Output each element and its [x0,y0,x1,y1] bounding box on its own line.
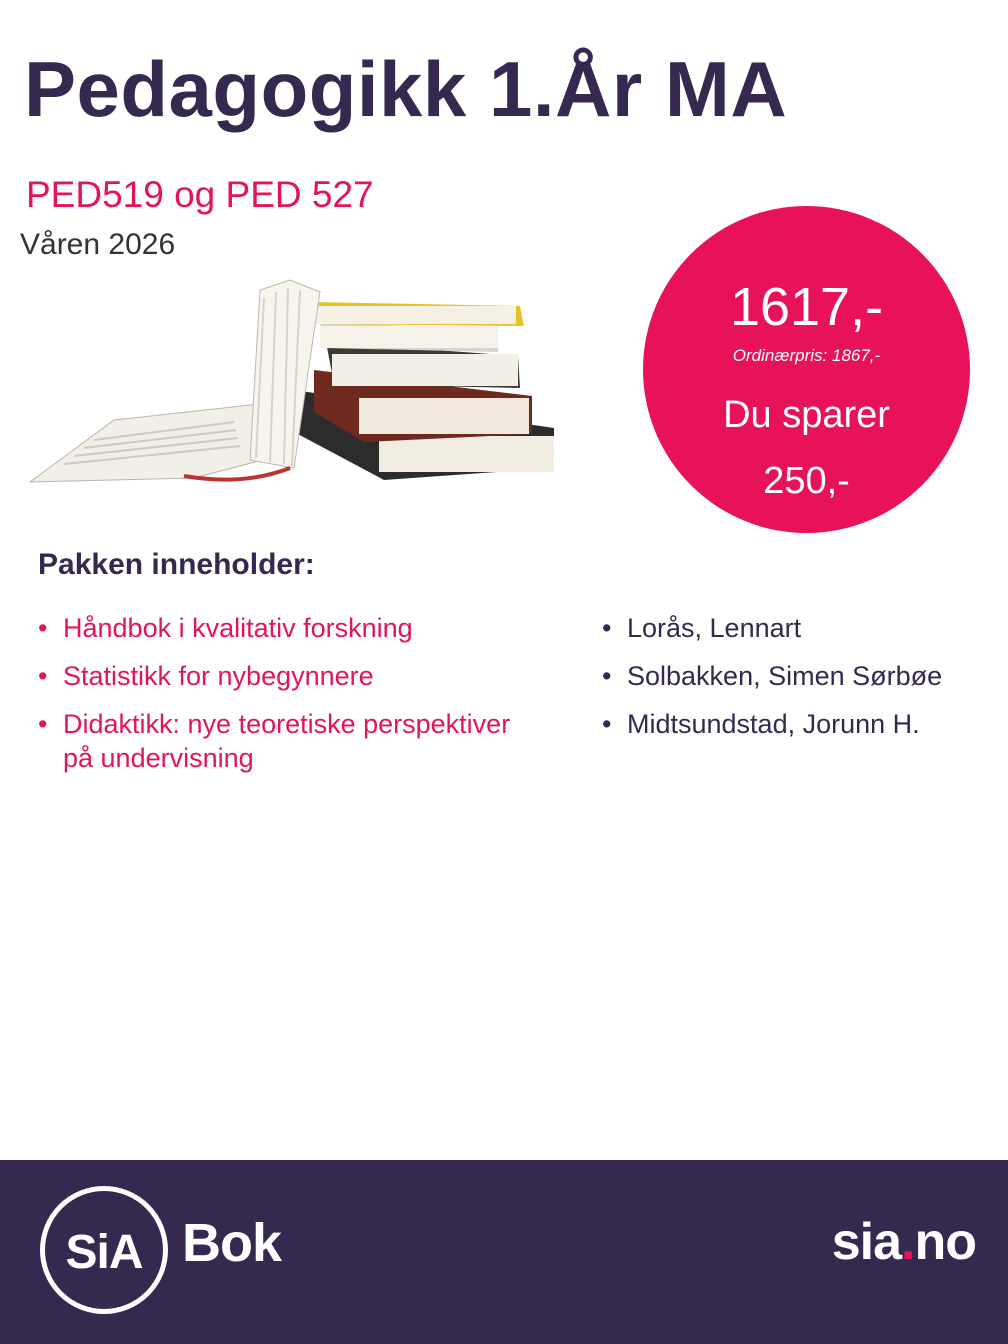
list-item: • Solbakken, Simen Sørbøe [602,659,1002,693]
semester-label: Våren 2026 [20,228,176,261]
logo-mark: SiA [65,1226,143,1279]
savings-label: Du sparer [723,394,890,436]
course-codes: PED519 og PED 527 [26,174,374,215]
list-item: • Lorås, Lennart [602,611,1002,645]
page-title: Pedagogikk 1.År MA [24,45,788,133]
footer-bar [0,1160,1008,1344]
list-item: • Statistikk for nybegynnere [38,659,518,693]
author-list [602,611,1002,755]
site-dot: . [901,1213,915,1271]
logo-wordmark: Bok [182,1213,282,1273]
package-price: 1617,- [729,277,884,337]
stack-of-books-icon [24,272,564,494]
site-link[interactable] [832,1212,976,1272]
book-title-list [38,611,518,789]
sia-bok-logo [40,1186,168,1314]
package-heading: Pakken inneholder: [38,548,315,581]
list-item: • Håndbok i kvalitativ forskning [38,611,518,645]
list-item: • Midtsundstad, Jorunn H. [602,707,1002,741]
ordinary-price: Ordinærpris: 1867,- [732,346,881,365]
price-badge [643,206,970,533]
site-name: sia [831,1213,902,1271]
savings-amount: 250,- [763,460,850,502]
list-item: • Didaktikk: nye teoretiske perspektiver på undervisning [38,707,518,775]
site-tld: no [914,1213,976,1271]
